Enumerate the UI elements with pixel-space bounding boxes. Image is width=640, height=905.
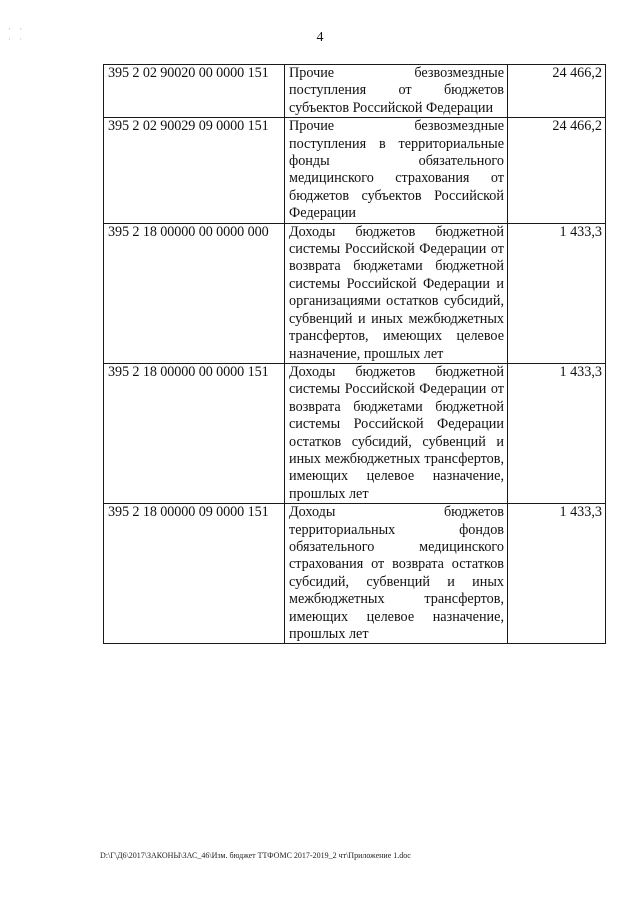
budget-classification-code: 395 2 18 00000 00 0000 151 (104, 363, 285, 503)
page-number: 4 (316, 30, 324, 45)
amount-value: 24 466,2 (508, 65, 606, 118)
revenue-name: Доходы бюджетов территориальных фондов обязательного медицинского страхования от возврата остатков субсидий, субвенций и иных межбюджетных трансфертов, имеющих целевое назначение, прошлых лет (285, 504, 508, 644)
budget-table (103, 64, 606, 644)
table-row (104, 118, 606, 223)
amount-value: 1 433,3 (508, 504, 606, 644)
amount-value: 1 433,3 (508, 223, 606, 363)
revenue-name: Прочие безвозмездные поступления в территориальные фонды обязательного медицинского страхования от бюджетов субъектов Российской Федерации (285, 118, 508, 223)
scan-margin-marks: · · · · (8, 24, 26, 44)
budget-classification-code: 395 2 02 90029 09 0000 151 (104, 118, 285, 223)
budget-classification-code: 395 2 18 00000 09 0000 151 (104, 504, 285, 644)
table-row (104, 65, 606, 118)
revenue-name: Доходы бюджетов бюджетной системы Российской Федерации от возврата бюджетами бюджетной системы Российской Федерации остатков субсидий, субвенций и иных межбюджетных трансфертов, имеющих целевое назначение, прошлых лет (285, 363, 508, 503)
table-row (104, 363, 606, 503)
amount-value: 24 466,2 (508, 118, 606, 223)
budget-classification-code: 395 2 18 00000 00 0000 000 (104, 223, 285, 363)
revenue-name: Доходы бюджетов бюджетной системы Российской Федерации от возврата бюджетами бюджетной системы Российской Федерации и организациями остатков субсидий, субвенций и иных межбюджетных трансфертов, имеющих целевое назначение, прошлых лет (285, 223, 508, 363)
amount-value: 1 433,3 (508, 363, 606, 503)
revenue-name: Прочие безвозмездные поступления от бюджетов субъектов Российской Федерации (285, 65, 508, 118)
budget-classification-code: 395 2 02 90020 00 0000 151 (104, 65, 285, 118)
table-row (104, 223, 606, 363)
file-path-footer: D:\Г\Д6\2017\ЗАКОНЫ\ЗАС_46\Изм. бюджет ТТФОМС 2017-2019_2 чт\Приложение 1.doc (100, 851, 411, 860)
table-row (104, 504, 606, 644)
